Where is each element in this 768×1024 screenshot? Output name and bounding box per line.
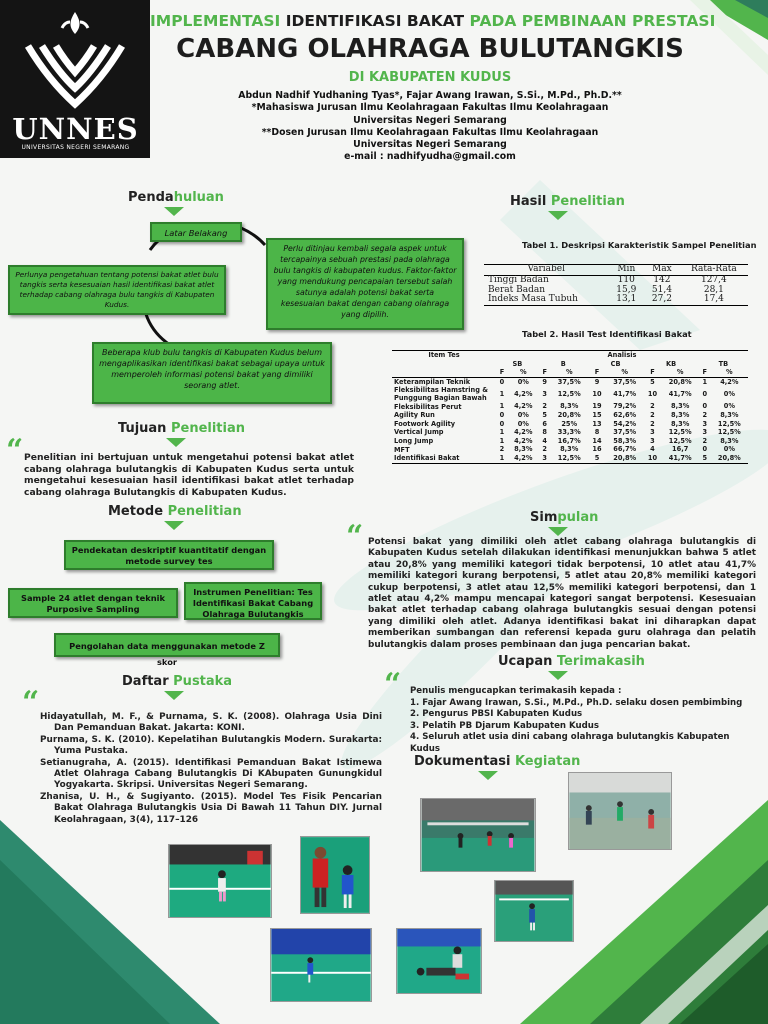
table-2-cell: 12,5% [668,428,692,437]
table-2-cell: 5 [702,453,708,462]
table-2-cell: 15 [592,410,602,419]
ucapan-item: 2. Pengurus PBSI Kabupaten Kudus [410,709,583,720]
pendahuluan-box-bottom: Beberapa klub bulu tangkis di Kabupaten Kudus belum mengaplikasikan identifikasi bakat sebagai upaya untuk memperoleh informasi potensi bakat yang dimiliki seorang atlet. [92,342,332,404]
dokumentasi-arrow-icon [478,771,498,780]
table-2-cell: 3 [702,419,708,428]
table-2-cell: 12,5% [717,419,741,428]
table-2-cell: 16,7 [672,445,689,454]
table-2-cell: 2 [650,419,655,428]
table-2-subheader: F [542,368,547,377]
table-2-cell: 62,6% [613,410,637,419]
table-2-cell: 8,3% [671,410,690,419]
affiliation-1: *Mahasiswa Jurusan Ilmu Keolahragaan Fakultas Ilmu Keolahragaan [251,102,609,114]
table-2-cell: 12,5% [557,453,581,462]
table-2-cell: 2 [702,436,708,445]
table-2-subheader: % [621,368,629,377]
table-2-cell: 0 [499,377,505,386]
dokumentasi-heading [414,754,580,769]
metode-arrow-icon [164,521,184,530]
table-2-group-header: SB [512,359,523,368]
photo-hall-wide [420,798,536,872]
table-2-cell: 79,2% [613,402,637,411]
table-2-cell: 16 [592,445,602,454]
table-2-cell: 9 [542,377,547,386]
table-2-cell: 10 [647,390,658,399]
affiliation-2: **Dosen Jurusan Ilmu Keolahragaan Fakultas Ilmu Keolahragaan [261,126,599,138]
ucapan-item: 3. Pelatih PB Djarum Kabupaten Kudus [410,720,600,731]
metode-box-pendekatan: Pendekatan deskriptif kuantitatif dengan metode survey tes [64,540,274,570]
table-2-cell: 58,3% [613,436,637,445]
table-2-cell: 0 [499,410,505,419]
title-part-2: IDENTIFIKASI BAKAT [285,12,465,30]
table-1-cell: 27,2 [651,294,672,305]
table-1-caption: Tabel 1. Deskripsi Karakteristik Sampel Penelitian [522,240,757,250]
table-2-cell: 0% [723,402,735,411]
reference-item: Hidayatullah, M. F., & Purnama, S. K. (2008). Olahraga Usia Dini Dan Pemanduan Bakat. Jakarta: KONI. [40,712,382,734]
ucapan-list [410,686,750,756]
reference-list [40,712,382,826]
simpulan-quote-icon: “ [346,519,364,554]
ucapan-item: 4. Seluruh atlet usia dini cabang olahraga bulutangkis Kabupaten Kudus [410,732,730,754]
table-2-cell: 2 [499,445,505,454]
photo-hall-group [568,772,672,850]
table-2-cell: 20,8% [557,410,581,419]
table-2-row [392,437,748,446]
ucapan-heading-a: Ucapan [498,654,553,669]
photo-court-blue [270,928,372,1002]
table-1-cell: 17,4 [703,294,724,305]
table-2-cell: 20,8% [668,377,692,386]
dokumentasi-heading-b: Kegiatan [514,754,581,769]
table-2-subheader: % [726,368,733,377]
table-2-cell: 0% [723,445,735,454]
table-2-cell: 3 [542,453,547,462]
table-1-header: Variabel [527,264,566,274]
table-2-cell: 2 [542,445,547,454]
table-2-cell: 10 [592,390,602,399]
table-2-cell: 3 [542,390,547,399]
table-2-item-label: Fleksibilitas Perut [394,402,462,411]
table-2-cell: 2 [650,402,655,411]
ucapan-heading-b: Terimakasih [556,654,645,669]
table-2-cell: 1 [702,377,708,386]
table-2-caption: Tabel 2. Hasil Test Identifikasi Bakat [522,329,692,339]
pendahuluan-heading [128,190,224,205]
table-2-subheader: % [565,368,573,377]
table-2-cell: 8,3% [560,402,579,411]
authors: Abdun Nadhif Yudhaning Tyas*, Fajar Awang Irawan, S.Si., M.Pd., Ph.D.** [238,90,622,101]
table-2-row [392,411,748,420]
metode-heading [108,504,242,519]
photo-athletes-resting [396,928,482,994]
table-2-cell: 54,2% [613,419,637,428]
table-1-cell: 51,4 [651,284,672,295]
tujuan-heading [118,421,245,436]
table-1-row [484,295,748,305]
pustaka-heading-b: Pustaka [173,674,233,689]
table-2-subheader: % [676,368,684,377]
table-2-cell: 20,8% [613,453,637,462]
table-2-cell: 1 [499,428,505,437]
table-2-cell: 0% [517,377,529,386]
table-2-subheader: F [499,368,505,377]
ucapan-intro: Penulis mengucapkan terimakasih kepada : [410,686,622,696]
tujuan-arrow-icon [166,438,186,447]
table-2-cell: 1 [499,390,505,399]
table-2-cell: 41,7% [613,390,637,399]
table-2-cell: 5 [594,453,600,462]
metode-box-pengolahan: Pengolahan data menggunakan metode Z skor [54,633,280,657]
table-2-row [392,402,748,411]
table-2-row [392,428,748,437]
table-2-cell: 12,5% [717,428,741,437]
table-2-item-label: Identifikasi Bakat [394,454,460,463]
table-1-cell: 28,1 [703,284,724,295]
table-2-cell: 0 [702,390,708,399]
table-2-cell: 37,5% [613,377,637,386]
table-1-cell: 13,1 [616,294,637,305]
table-2-cell: 5 [650,377,655,386]
hasil-heading-b: Penelitian [550,194,625,209]
table-1-cell: 127,4 [700,274,727,285]
table-2-cell: 1 [499,436,505,445]
table-2-cell: 10 [647,453,658,462]
photo-court-player [494,880,574,942]
table-2-item-label: Fleksibilitas Hamstring & Punggung Bagian Bawah [394,386,489,403]
reference-item: Zhanisa, U. H., & Sugiyanto. (2015). Model Tes Fisik Pencarian Bakat Olahraga Bulutangkis Usia Di Bawah 11 Tahun DIY. Jurnal Keolahragaan, 3(4), 117–126 [40,791,382,825]
table-2-cell: 8,3% [671,402,690,411]
table-2-group-header: CB [610,359,621,368]
table-2-cell: 3 [650,428,655,437]
title-part-3: PADA PEMBINAAN PRESTASI [469,12,716,30]
table-2-subheader: F [702,368,707,377]
table-2-cell: 8,3% [720,410,739,419]
table-2-body [392,377,748,463]
title-line-1 [150,12,716,30]
table-2-row [392,454,748,463]
ucapan-item: 1. Fajar Awang Irawan, S.Si., M.Pd., Ph.D. selaku dosen pembimbing [410,697,743,708]
table-2-group-header: KB [665,359,677,368]
author-block [150,90,710,164]
pendahuluan-heading-a: Penda [128,190,174,205]
table-2-cell: 4,2% [514,436,533,445]
latar-belakang-box: Latar Belakang [150,222,242,242]
simpulan-heading-a: Sim [530,510,558,525]
table-2-cell: 1 [499,453,505,462]
photo-coach-child [300,836,370,914]
table-1-header: Min [617,264,636,274]
metode-box-sample: Sample 24 atlet dengan teknik Purposive Sampling [8,588,178,618]
table-2-cell: 3 [650,436,655,445]
table-1-cell: 142 [653,274,671,285]
table-1-body [484,275,748,305]
table-2-cell: 16,7% [557,436,581,445]
table-2-cell: 12,5% [668,436,692,445]
table-2-cell: 0% [517,419,529,428]
table-2-row [392,386,748,402]
hasil-arrow-icon [548,211,568,220]
table-2-cell: 4,2% [514,402,533,411]
table-2-subheader: F [594,368,600,377]
table-2-item-label: MFT [394,445,410,454]
metode-box-instrumen: Instrumen Penelitian: Tes Identifikasi Bakat Cabang Olahraga Bulutangkis [184,582,322,620]
simpulan-arrow-icon [548,527,568,536]
table-1-cell: 15,9 [616,284,637,295]
table-2-cell: 66,7% [613,445,637,454]
hasil-heading [510,194,625,209]
table-1-header: Max [652,264,672,274]
table-2-cell: 0% [517,410,529,419]
table-2-row [392,445,748,454]
table-2-cell: 4 [650,445,655,454]
pustaka-quote-icon: “ [22,685,40,720]
ucapan-arrow-icon [548,671,568,680]
table-2-cell: 4,2% [514,453,533,462]
tujuan-heading-a: Tujuan [118,421,167,436]
table-2-cell: 4 [542,436,547,445]
table-2-cell: 4,2% [514,390,533,399]
table-1-cell: Indeks Masa Tubuh [488,294,578,305]
table-2-item-label: Keterampilan Teknik [394,378,471,387]
table-2-item-label: Footwork Agility [394,419,456,428]
title-line-2: CABANG OLAHRAGA BULUTANGKIS [176,34,684,64]
logo-panel [0,0,150,158]
table-2-cell: 0 [702,445,708,454]
metode-heading-b: Penelitian [167,504,242,519]
table-2-cell: 2 [702,410,708,419]
table-2-cell: 37,5% [613,428,637,437]
simpulan-heading-b: pulan [557,510,599,525]
table-1-cell: Berat Badan [488,284,545,295]
table-2-cell: 1 [499,402,505,411]
pustaka-arrow-icon [164,691,184,700]
table-2-item-label: Agility Run [394,411,435,420]
pendahuluan-box-left: Perlunya pengetahuan tentang potensi bakat atlet bulu tangkis serta kesesuaian hasil identifikasi bakat atlet terhadap cabang olahraga bulu tangkis di Kabupaten Kudus. [8,265,226,315]
table-2-header-analisis: Analisis [607,351,637,359]
tujuan-text: Penelitian ini bertujuan untuk mengetahui potensi bakat atlet cabang olahraga bulutangkis di Kabupaten Kudus serta untuk mengetahui kesesuaian hasil identifikasi bakat atlet terhadap cabang olahraga Bulutangkis di Kabupaten Kudus. [24,452,354,498]
table-2-cell: 8,3% [720,436,739,445]
table-2-cell: 2 [650,410,655,419]
tujuan-heading-b: Penelitian [170,421,245,436]
table-1-cell: 110 [617,274,635,285]
logo-text: UNNES [12,112,139,146]
table-2-cell: 33,3% [557,428,581,437]
table-2 [392,350,748,464]
table-2-cell: 6 [542,419,547,428]
table-2-cell: 0% [723,390,735,399]
table-2-header-item: Item Tes [428,351,460,359]
table-2-cell: 13 [592,419,602,428]
table-2-group-header: TB [718,359,729,368]
tujuan-quote-icon: “ [6,433,24,468]
pendahuluan-box-right: Perlu ditinjau kembali segala aspek untuk tercapainya sebuah prestasi pada olahraga bulu tangkis di kabupaten kudus. Faktor-faktor yang mendukung pencapaian tersebut salah satunya adalah potensi bakat serta kesesuaian bakat dengan cabang olahraga yang dipilih. [266,238,464,330]
table-2-cell: 20,8% [717,453,741,462]
table-2-cell: 4,2% [720,377,739,386]
table-2-cell: 19 [592,402,602,411]
table-2-cell: 3 [702,428,708,437]
photo-court-child [168,844,272,918]
pendahuluan-arrow-icon [164,207,184,216]
table-2-cell: 25% [561,419,578,428]
table-2-cell: 8,3% [560,445,579,454]
table-2-cell: 9 [594,377,600,386]
table-1 [484,264,748,306]
ucapan-heading [498,654,645,669]
table-1-cell: Tinggi Badan [488,274,549,285]
table-2-cell: 8 [594,428,600,437]
table-2-cell: 41,7% [668,390,692,399]
table-2-subheader: % [520,368,527,377]
table-2-row [392,420,748,429]
table-2-cell: 8 [542,428,547,437]
table-2-group-header: B [560,359,566,368]
table-2-subheader: F [650,368,655,377]
ucapan-quote-icon: “ [384,667,402,702]
affiliation-2-univ: Universitas Negeri Semarang [353,139,507,151]
email: e-mail : nadhifyudha@gmail.com [344,151,516,163]
table-2-cell: 0 [702,402,708,411]
pustaka-heading [122,674,232,689]
table-2-cell: 14 [592,436,602,445]
hasil-heading-a: Hasil [510,194,547,209]
table-2-row [392,377,748,386]
title-line-3: DI KABUPATEN KUDUS [348,70,512,85]
unnes-logo-emblem-icon [20,6,130,110]
title-part-1: IMPLEMENTASI [150,12,281,30]
reference-item: Setianugraha, A. (2015). Identifikasi Pemanduan Bakat Istimewa Atlet Olahraga Cabang Bulutangkis Di KAbupaten Gunungkidul Yogyakarta. Skripsi. Universitas Negeri Semarang. [40,757,382,791]
simpulan-heading [530,510,598,525]
table-2-cell: 41,7% [668,453,692,462]
table-2-cell: 0 [499,419,505,428]
table-2-cell: 12,5% [557,390,581,399]
pendahuluan-heading-b: huluan [173,190,224,205]
table-2-cell: 4,2% [514,428,533,437]
table-2-item-label: Vertical Jump [394,428,444,437]
simpulan-text: Potensi bakat yang dimiliki oleh atlet cabang olahraga bulutangkis di Kabupaten Kudus setelah dilakukan identifikasi menunjukkan bahwa 5 atlet atau 20,8% yang memiliki kategori tidak berpotensi, 10 atlet atau 41,7% memiliki kategori kurang berpotensi, 5 atlet atau 20,8% memiliki kategori cukup berpotensi, 3 atlet atau 12,5% memiliki kategori berpotensi, dan 1 atlet atau 4,2% mampu mencapai kategori sangat berpotensi. Kesesuaian bakat atlet terhadap cabang olahraga bulutangkis sesuai dengan potensi yang dimiliki oleh atlet. Adanya identifikasi bakat ini diharapkan dapat memberikan sumbangan dan referensi kepada guru olahraga dan pelatih bulutangkis dalam proses pembinaan dan juga pencarian bakat. [368,537,756,650]
dokumentasi-heading-a: Dokumentasi [414,754,511,769]
table-1-header: Rata-Rata [691,264,737,274]
table-2-item-label: Long Jump [394,437,434,446]
table-2-cell: 5 [542,410,547,419]
reference-item: Purnama, S. K. (2010). Kepelatihan Bulutangkis Modern. Surakarta: Yuma Pustaka. [40,734,382,757]
table-2-cell: 8,3% [514,445,533,454]
table-2-cell: 8,3% [671,419,690,428]
logo-subtitle: UNIVERSITAS NEGERI SEMARANG [21,144,130,151]
table-2-cell: 37,5% [557,377,581,386]
metode-heading-a: Metode [108,504,164,519]
pustaka-heading-a: Daftar [122,674,169,689]
table-2-cell: 2 [542,402,547,411]
affiliation-1-univ: Universitas Negeri Semarang [353,114,507,126]
